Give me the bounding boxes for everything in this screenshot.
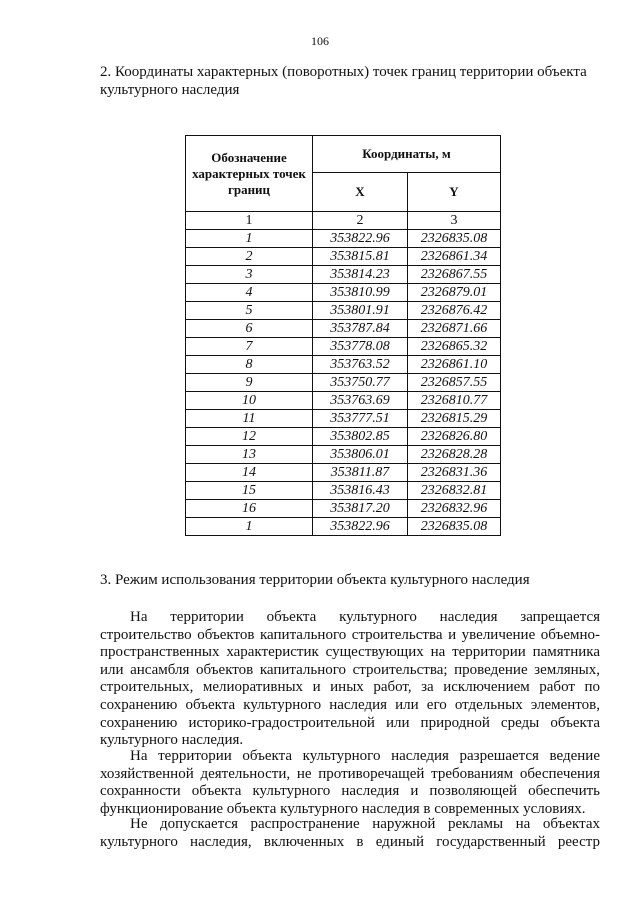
text-line: хозяйственной деятельности, не противоречащей требованиям обеспечения [100, 765, 600, 782]
text-line: строительство объектов капитального строительства и увеличение объемно- [100, 626, 600, 643]
text-line: На территории объекта культурного наследия разрешается ведение [130, 748, 600, 764]
table-row [186, 374, 501, 392]
table-row [186, 428, 501, 446]
x-coordinate: 353778.08 [313, 338, 408, 356]
point-id: 5 [186, 302, 313, 320]
x-coordinate: 353817.20 [313, 500, 408, 518]
y-coordinate: 2326831.36 [408, 464, 501, 482]
text-line: строительных, мелиоративных и иных работ, за исключением работ по [100, 679, 600, 696]
text-line: функционирование объекта культурного наследия в современных условиях. [100, 800, 586, 817]
y-coordinate: 2326828.28 [408, 446, 501, 464]
column-number: 3 [408, 212, 501, 230]
text-line: культурного наследия, включенных в единый государственный реестр [100, 833, 600, 850]
y-coordinate: 2326832.96 [408, 500, 501, 518]
y-coordinate: 2326871.66 [408, 320, 501, 338]
text-line: сохранности объекта культурного наследия и позволяющей обеспечить [100, 783, 600, 800]
table-row [186, 266, 501, 284]
y-coordinate: 2326826.80 [408, 428, 501, 446]
table-row [186, 464, 501, 482]
text-line: или ансамбля объектов капитального строительства; проведение земляных, [100, 661, 600, 678]
column-number: 1 [186, 212, 313, 230]
point-id: 3 [186, 266, 313, 284]
section-3-title: 3. Режим использования территории объекта культурного наследия [100, 572, 530, 588]
x-coordinate: 353814.23 [313, 266, 408, 284]
text-line: сохранению объекта культурного наследия или его отдельных элементов, [100, 696, 600, 713]
table-row [186, 518, 501, 536]
point-id: 15 [186, 482, 313, 500]
y-coordinate: 2326810.77 [408, 392, 501, 410]
column-number: 2 [313, 212, 408, 230]
header-point-label: Обозначение характерных точек границ [186, 136, 313, 212]
point-id: 4 [186, 284, 313, 302]
y-coordinate: 2326876.42 [408, 302, 501, 320]
point-id: 8 [186, 356, 313, 374]
point-id: 13 [186, 446, 313, 464]
point-id: 16 [186, 500, 313, 518]
point-id: 10 [186, 392, 313, 410]
x-coordinate: 353763.69 [313, 392, 408, 410]
x-coordinate: 353811.87 [313, 464, 408, 482]
x-coordinate: 353802.85 [313, 428, 408, 446]
paragraph-prohibitions [100, 609, 600, 750]
text-line: сохранению историко-градостроительной или природной среды объекта [100, 714, 600, 731]
table-row [186, 482, 501, 500]
text-line: Не допускается распространение наружной рекламы на объектах [130, 816, 600, 832]
table-row [186, 230, 501, 248]
section-2-title-line-1: 2. Координаты характерных (поворотных) точек границ территории объекта [100, 64, 587, 80]
text-line: культурного наследия. [100, 732, 244, 749]
x-coordinate: 353763.52 [313, 356, 408, 374]
y-coordinate: 2326835.08 [408, 230, 501, 248]
x-coordinate: 353815.81 [313, 248, 408, 266]
point-id: 14 [186, 464, 313, 482]
table-row [186, 284, 501, 302]
point-id: 11 [186, 410, 313, 428]
point-id: 7 [186, 338, 313, 356]
section-2-title [100, 63, 600, 99]
point-id: 2 [186, 248, 313, 266]
y-coordinate: 2326857.55 [408, 374, 501, 392]
header-coordinates: Координаты, м [313, 136, 501, 173]
table-row [186, 338, 501, 356]
coordinates-table [185, 135, 501, 536]
point-id: 12 [186, 428, 313, 446]
point-id: 1 [186, 230, 313, 248]
x-coordinate: 353801.91 [313, 302, 408, 320]
x-coordinate: 353787.84 [313, 320, 408, 338]
x-coordinate: 353822.96 [313, 230, 408, 248]
y-coordinate: 2326865.32 [408, 338, 501, 356]
y-coordinate: 2326835.08 [408, 518, 501, 536]
table-row [186, 302, 501, 320]
y-coordinate: 2326879.01 [408, 284, 501, 302]
table-row [186, 500, 501, 518]
x-coordinate: 353816.43 [313, 482, 408, 500]
page-number: 106 [311, 34, 329, 48]
x-coordinate: 353806.01 [313, 446, 408, 464]
table-row [186, 248, 501, 266]
y-coordinate: 2326861.10 [408, 356, 501, 374]
x-coordinate: 353750.77 [313, 374, 408, 392]
table-row [186, 446, 501, 464]
paragraph-advertising [100, 816, 600, 851]
paragraph-permissions [100, 748, 600, 818]
header-x: X [313, 173, 408, 212]
table-row [186, 410, 501, 428]
y-coordinate: 2326832.81 [408, 482, 501, 500]
text-line: пространственных характеристик существующих на территории памятника [100, 644, 600, 661]
x-coordinate: 353822.96 [313, 518, 408, 536]
table-row [186, 320, 501, 338]
point-id: 9 [186, 374, 313, 392]
section-2-title-line-2: культурного наследия [100, 82, 240, 98]
point-id: 1 [186, 518, 313, 536]
x-coordinate: 353777.51 [313, 410, 408, 428]
y-coordinate: 2326867.55 [408, 266, 501, 284]
header-y: Y [408, 173, 501, 212]
column-number-row [186, 212, 501, 230]
y-coordinate: 2326815.29 [408, 410, 501, 428]
table-row [186, 392, 501, 410]
text-line: На территории объекта культурного наследия запрещается [130, 609, 600, 625]
table-row [186, 356, 501, 374]
x-coordinate: 353810.99 [313, 284, 408, 302]
point-id: 6 [186, 320, 313, 338]
y-coordinate: 2326861.34 [408, 248, 501, 266]
